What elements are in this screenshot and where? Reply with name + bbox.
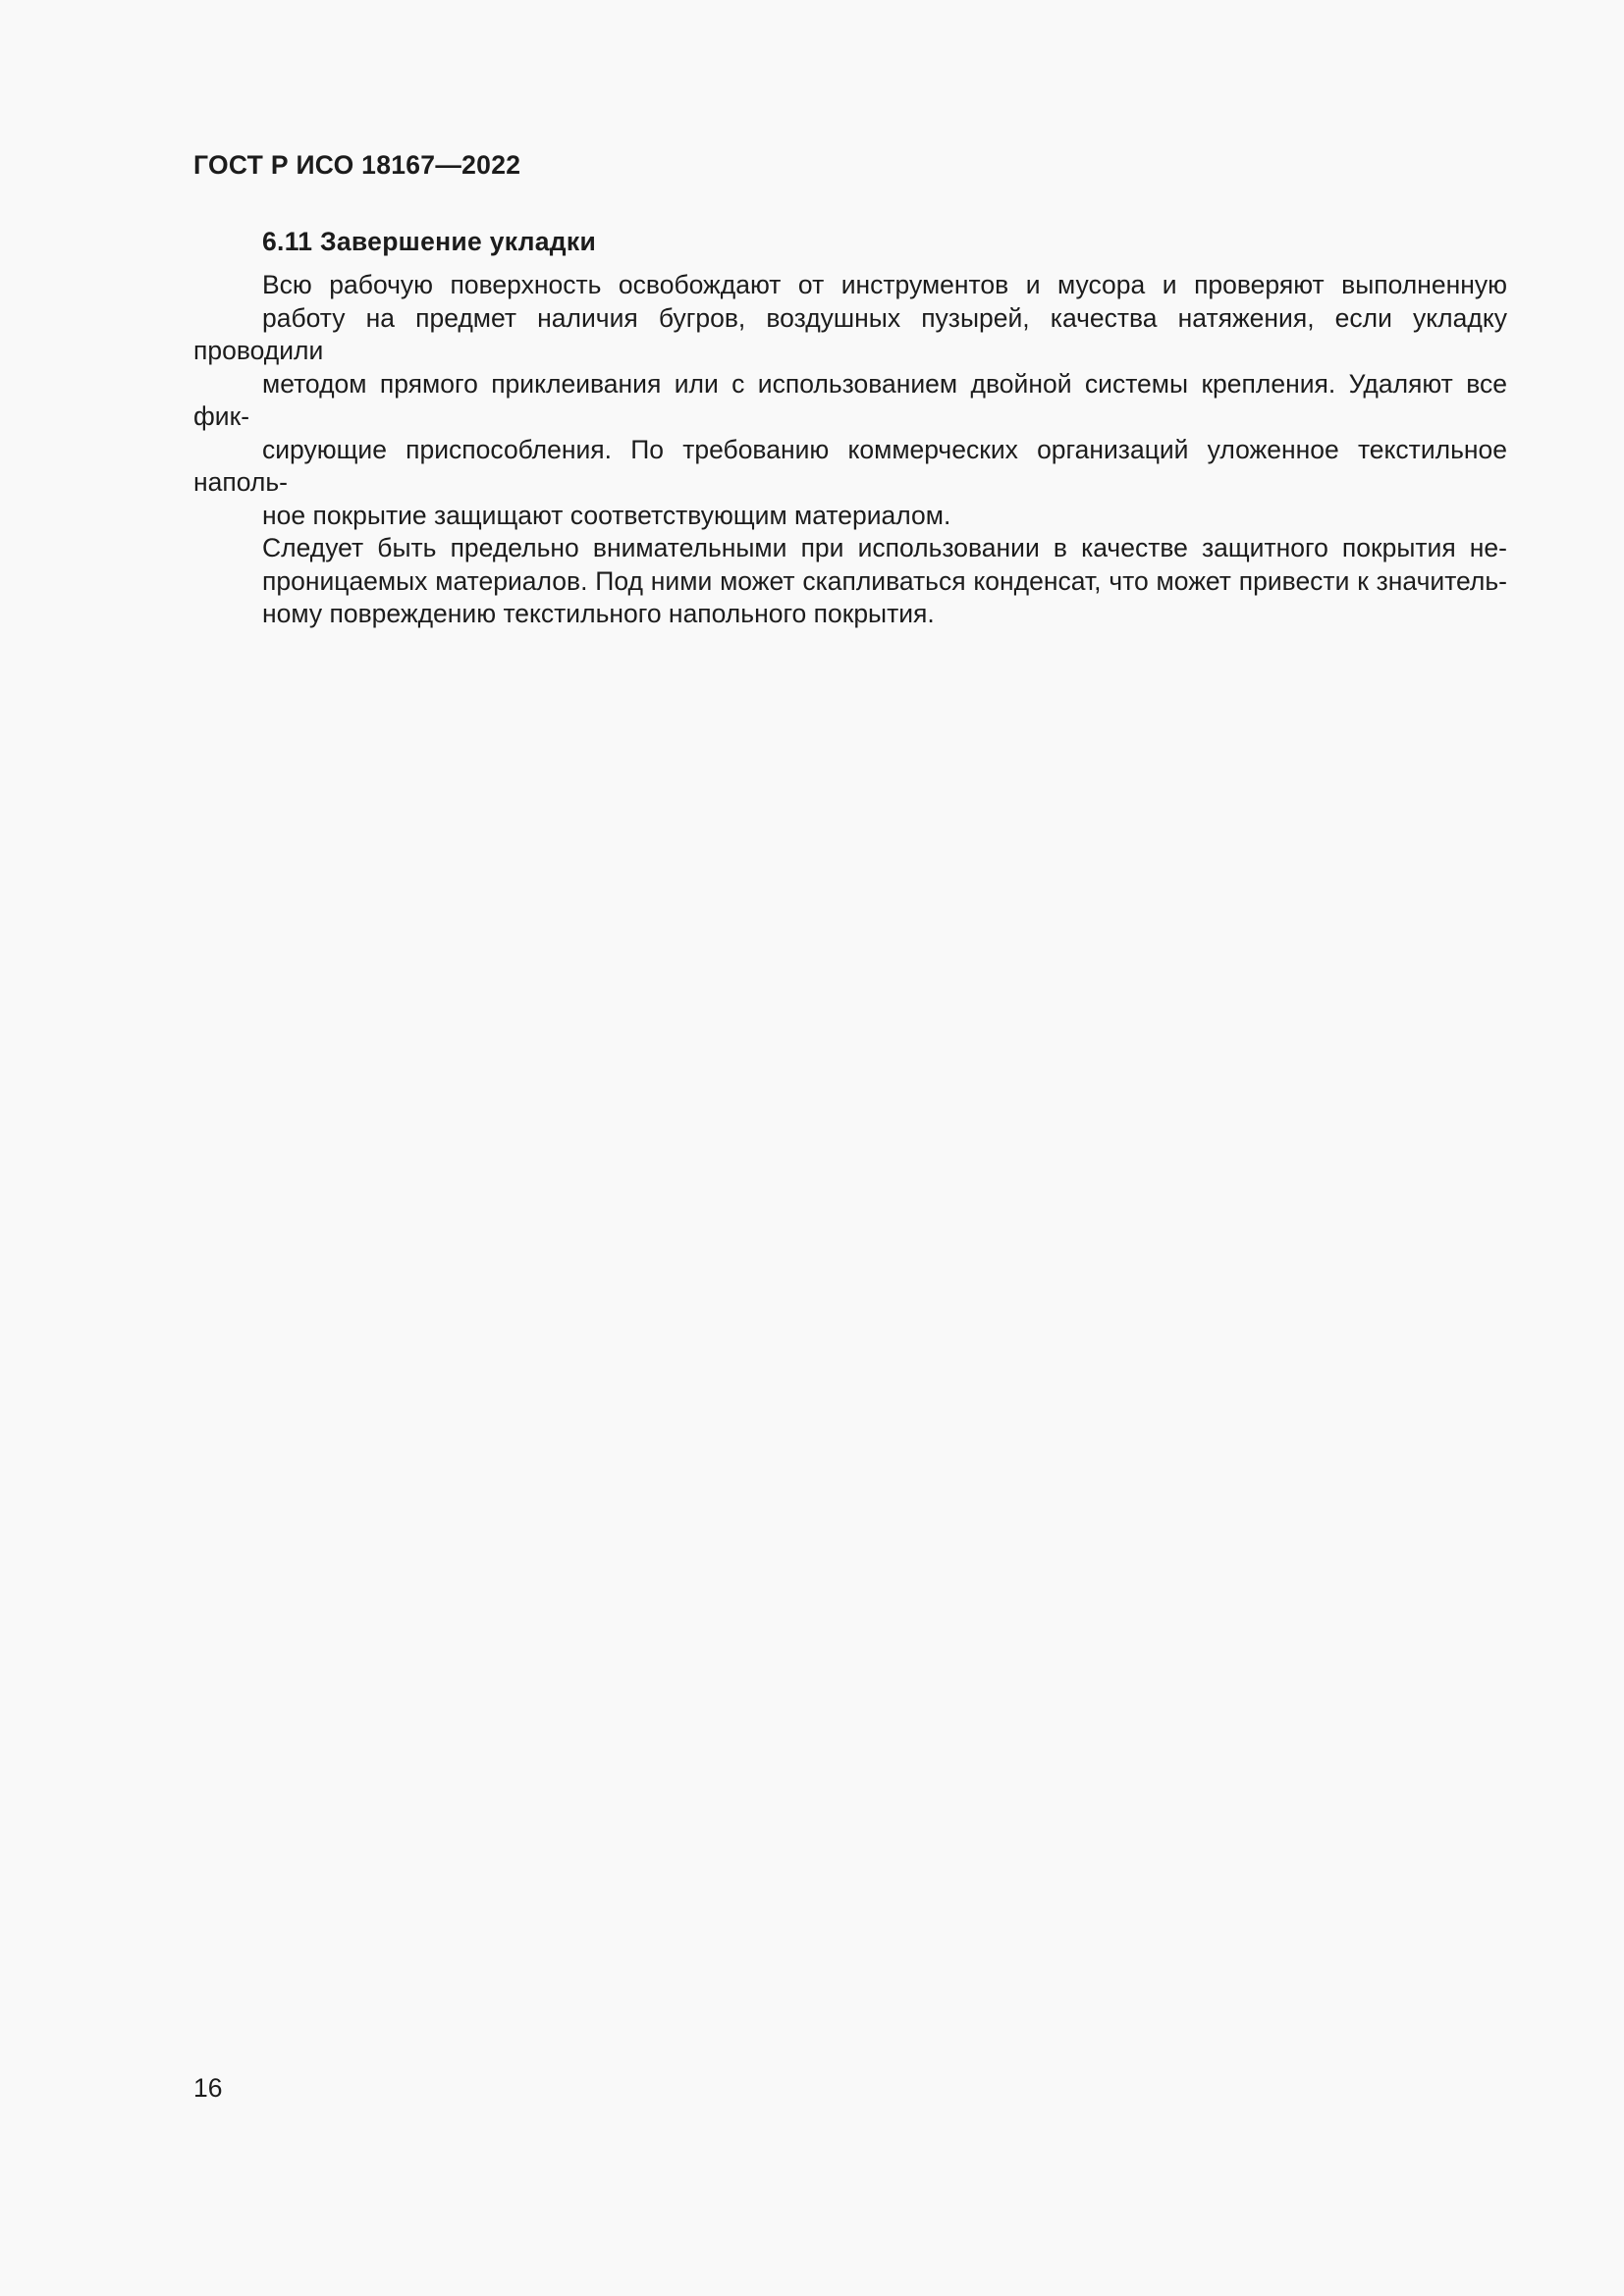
- paragraph-caution: [193, 532, 1507, 631]
- paragraph-line: ному повреждению текстильного напольного покрытия.: [262, 599, 935, 628]
- document-designation: ГОСТ Р ИСО 18167—2022: [193, 150, 521, 180]
- paragraph-line: проницаемых материалов. Под ними может скапливаться конденсат, что может привести к значитель-: [262, 565, 1507, 596]
- paragraph-line: ное покрытие защищают соответствующим материалом.: [262, 500, 951, 530]
- page-number: 16: [193, 2073, 223, 2103]
- paragraph-line: Следует быть предельно внимательными при использовании в качестве защитного покрытия не-: [262, 533, 1507, 562]
- paragraph-line: работу на предмет наличия бугров, воздушных пузырей, качества натяжения, если укладку проводили: [193, 302, 1507, 365]
- section-title: 6.11 Завершение укладки: [262, 227, 597, 256]
- paragraph-line: сирующие приспособления. По требованию коммерческих организаций уложенное текстильное наполь-: [193, 434, 1507, 497]
- paragraph-line: методом прямого приклеивания или с использованием двойной системы крепления. Удаляют все фик-: [193, 368, 1507, 431]
- paragraph-line: Всю рабочую поверхность освобождают от инструментов и мусора и проверяют выполненную: [262, 270, 1507, 299]
- document-body: [193, 222, 1507, 631]
- paragraph-cleanup: [193, 269, 1507, 532]
